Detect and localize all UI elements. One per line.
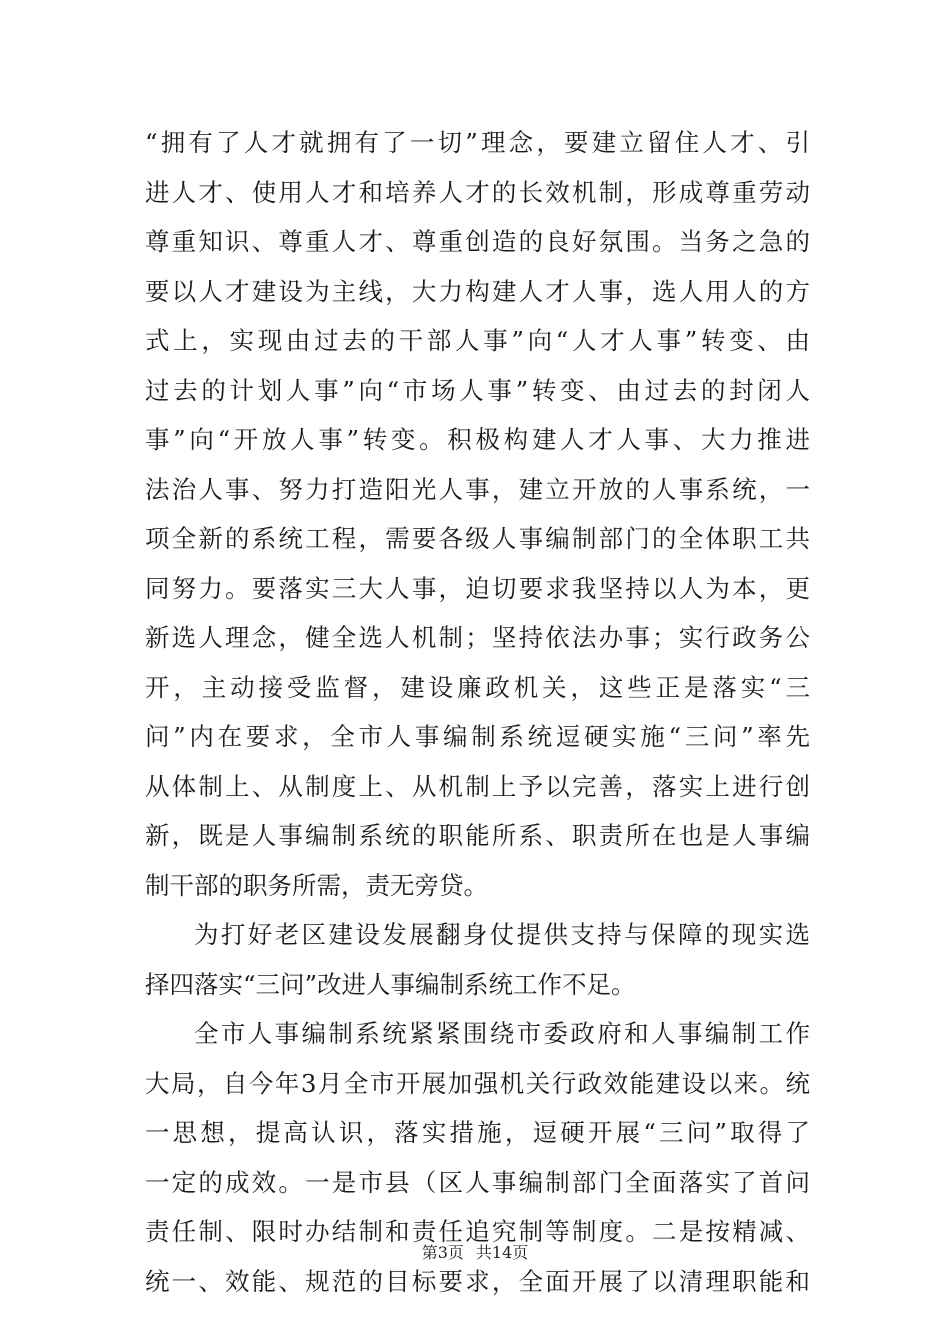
text-line-14: 从体制上、从制度上、从机制上予以完善，落实上进行创 xyxy=(145,771,810,801)
text-line-10: 同努力。要落实三大人事，迫切要求我坚持以人为本，更 xyxy=(145,573,810,603)
body-text xyxy=(145,118,810,1306)
text-line-19: 全市人事编制系统紧紧围绕市委政府和人事编制工作 xyxy=(194,1019,810,1048)
text-line-13: 问”内在要求，全市人事编制系统逗硬实施“三问”率先 xyxy=(145,722,810,751)
text-line-9: 项全新的系统工程，需要各级人事编制部门的全体职工共 xyxy=(145,524,810,553)
text-line-21: 一思想，提高认识，落实措施，逗硬开展“三问”取得了 xyxy=(145,1118,810,1147)
text-line-8: 法治人事、努力打造阳光人事，建立开放的人事系统，一 xyxy=(145,474,810,504)
text-line-24: 统一、效能、规范的目标要求，全面开展了以清理职能和 xyxy=(145,1266,810,1296)
text-line-18: 择四落实“三问”改进人事编制系统工作不足。 xyxy=(145,969,636,999)
page-footer xyxy=(0,1241,950,1265)
text-line-4: 要以人才建设为主线，大力构建人才人事，选人用人的方 xyxy=(145,276,810,306)
text-line-17: 为打好老区建设发展翻身仗提供支持与保障的现实选 xyxy=(194,920,810,949)
text-line-15: 新，既是人事编制系统的职能所系、职责所在也是人事编 xyxy=(145,821,810,850)
text-line-3: 尊重知识、尊重人才、尊重创造的良好氛围。当务之急的 xyxy=(145,227,810,256)
text-line-6: 过去的计划人事”向“市场人事”转变、由过去的封闭人 xyxy=(145,375,810,405)
text-line-7: 事”向“开放人事”转变。积极构建人才人事、大力推进 xyxy=(145,425,810,454)
page-number: 第3页 xyxy=(421,1243,464,1262)
page-total: 共14页 xyxy=(475,1243,529,1262)
text-line-5: 式上，实现由过去的干部人事”向“人才人事”转变、由 xyxy=(145,326,810,355)
text-line-1: “拥有了人才就拥有了一切”理念，要建立留住人才、引 xyxy=(145,128,810,157)
text-line-20: 大局，自今年3月全市开展加强机关行政效能建设以来。统 xyxy=(145,1068,810,1098)
text-line-16: 制干部的职务所需，责无旁贷。 xyxy=(145,870,488,900)
text-line-22: 一定的成效。一是市县（区人事编制部门全面落实了首问 xyxy=(145,1167,810,1197)
text-line-12: 开，主动接受监督，建设廉政机关，这些正是落实“三 xyxy=(145,672,810,702)
text-line-2: 进人才、使用人才和培养人才的长效机制，形成尊重劳动 xyxy=(145,177,810,207)
text-line-11: 新选人理念，健全选人机制；坚持依法办事；实行政务公 xyxy=(145,623,810,652)
text-line-23: 责任制、限时办结制和责任追究制等制度。二是按精减、 xyxy=(145,1217,810,1246)
